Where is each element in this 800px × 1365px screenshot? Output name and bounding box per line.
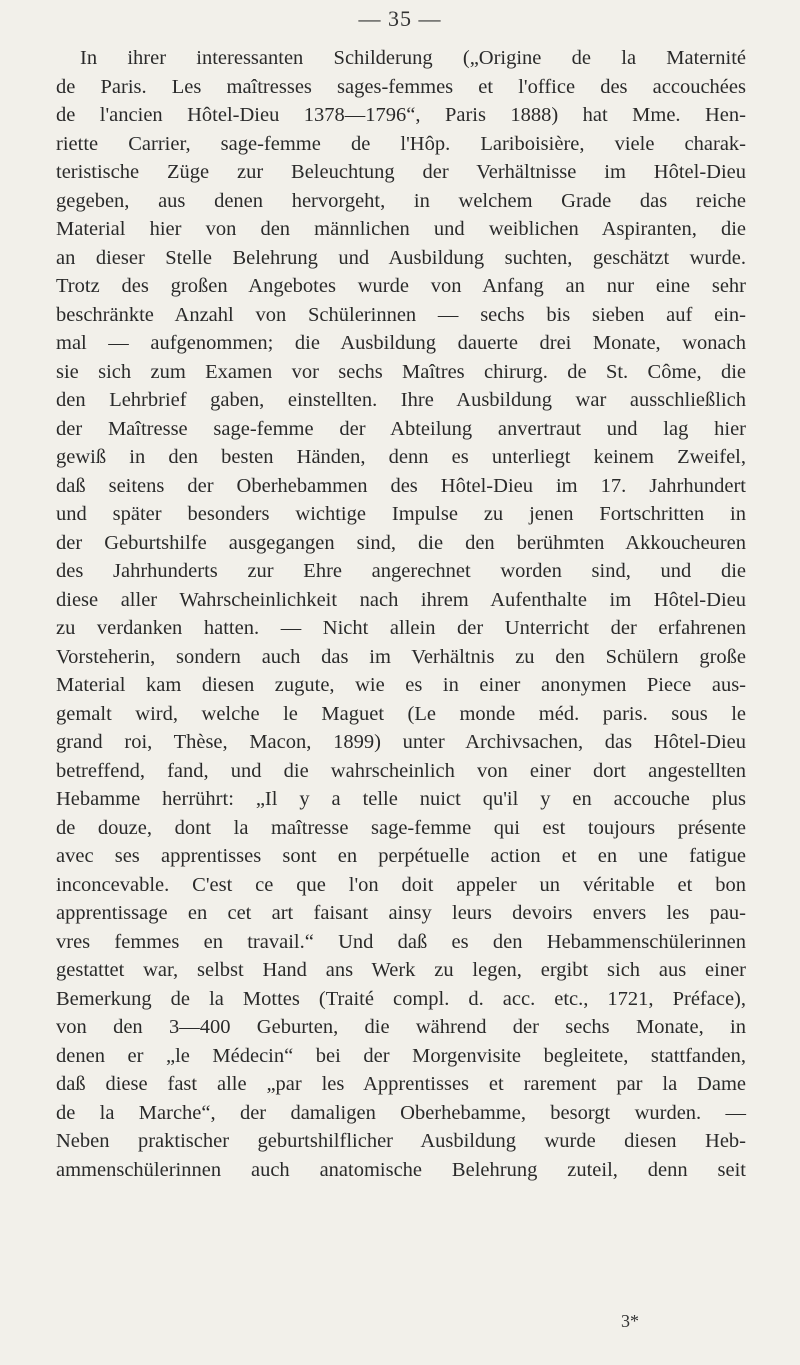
- text-line: apprentissage en cet art faisant ainsy leurs devoirs envers les pau-: [56, 902, 746, 924]
- text-line: gemalt wird, welche le Maguet (Le monde méd. paris. sous le: [56, 702, 746, 725]
- text-line: riette Carrier, sage-femme de l'Hôp. Lariboisière, viele charak-: [56, 132, 746, 155]
- text-line: de Paris. Les maîtresses sages-femmes et l'office des accouchées: [56, 75, 746, 98]
- text-line: gewiß in den besten Händen, denn es unterliegt keinem Zweifel,: [56, 446, 746, 468]
- text-line: beschränkte Anzahl von Schülerinnen — sechs bis sieben auf ein-: [56, 303, 746, 326]
- text-line: diese aller Wahrscheinlichkeit nach ihrem Aufenthalte im Hôtel-Dieu: [56, 588, 746, 611]
- text-line: Neben praktischer geburtshilflicher Ausbildung wurde diesen Heb-: [56, 1130, 746, 1152]
- text-line: In ihrer interessanten Schilderung („Origine de la Maternité: [80, 47, 746, 69]
- text-line: des Jahrhunderts zur Ehre angerechnet worden sind, und die: [56, 560, 746, 582]
- text-line: zu verdanken hatten. — Nicht allein der Unterricht der erfahrenen: [56, 617, 746, 639]
- text-line: denen er „le Médecin“ bei der Morgenvisite begleitete, stattfanden,: [56, 1044, 746, 1067]
- text-line: Hebamme herrührt: „Il y a telle nuict qu'il y en accouche plus: [56, 788, 746, 810]
- text-line: inconcevable. C'est ce que l'on doit appeler un véritable et bon: [56, 873, 746, 896]
- text-line: gestattet war, selbst Hand ans Werk zu legen, ergibt sich aus einer: [56, 959, 746, 981]
- signature-mark: 3*: [621, 1311, 639, 1331]
- text-line: betreffend, fand, und die wahrscheinlich von einer dort angestellten: [56, 759, 746, 782]
- text-line: an dieser Stelle Belehrung und Ausbildung suchten, geschätzt wurde.: [56, 246, 746, 269]
- text-line: grand roi, Thèse, Macon, 1899) unter Archivsachen, das Hôtel-Dieu: [56, 731, 746, 753]
- text-line: Material kam diesen zugute, wie es in einer anonymen Piece aus-: [56, 674, 746, 696]
- text-line: teristische Züge zur Beleuchtung der Verhältnisse im Hôtel-Dieu: [56, 161, 746, 183]
- text-line: ammenschülerinnen auch anatomische Belehrung zuteil, denn seit: [56, 1158, 746, 1181]
- text-line: der Geburtshilfe ausgegangen sind, die den berühmten Akkoucheuren: [56, 531, 746, 554]
- text-line: Material hier von den männlichen und weiblichen Aspiranten, die: [56, 218, 746, 240]
- text-line: gegeben, aus denen hervorgeht, in welchem Grade das reiche: [56, 189, 746, 212]
- text-line: daß seitens der Oberhebammen des Hôtel-Dieu im 17. Jahrhundert: [56, 474, 746, 497]
- text-line: Bemerkung de la Mottes (Traité compl. d. acc. etc., 1721, Préface),: [56, 987, 746, 1010]
- text-line: avec ses apprentisses sont en perpétuelle action et en une fatigue: [56, 845, 746, 867]
- text-line: den Lehrbrief gaben, einstellten. Ihre Ausbildung war ausschließlich: [56, 389, 746, 411]
- text-line: sie sich zum Examen vor sechs Maîtres chirurg. de St. Côme, die: [56, 360, 746, 383]
- text-line: de douze, dont la maîtresse sage-femme qui est toujours présente: [56, 816, 746, 839]
- text-line: Trotz des großen Angebotes wurde von Anfang an nur eine sehr: [56, 275, 746, 297]
- text-line: vres femmes en travail.“ Und daß es den Hebammenschülerinnen: [56, 930, 746, 953]
- text-line: daß diese fast alle „par les Apprentisses et rarement par la Dame: [56, 1073, 746, 1095]
- text-line: de la Marche“, der damaligen Oberhebamme, besorgt wurden. —: [56, 1101, 746, 1124]
- text-line: von den 3—400 Geburten, die während der sechs Monate, in: [56, 1016, 746, 1038]
- text-line: Vorsteherin, sondern auch das im Verhältnis zu den Schülern große: [56, 645, 746, 668]
- body-text: [56, 44, 746, 1184]
- text-line: der Maîtresse sage-femme der Abteilung anvertraut und lag hier: [56, 417, 746, 440]
- page-number: — 35 —: [358, 6, 442, 31]
- text-line: de l'ancien Hôtel-Dieu 1378—1796“, Paris 1888) hat Mme. Hen-: [56, 104, 746, 126]
- text-line: und später besonders wichtige Impulse zu jenen Fortschritten in: [56, 503, 746, 525]
- text-line: mal — aufgenommen; die Ausbildung dauerte drei Monate, wonach: [56, 332, 746, 354]
